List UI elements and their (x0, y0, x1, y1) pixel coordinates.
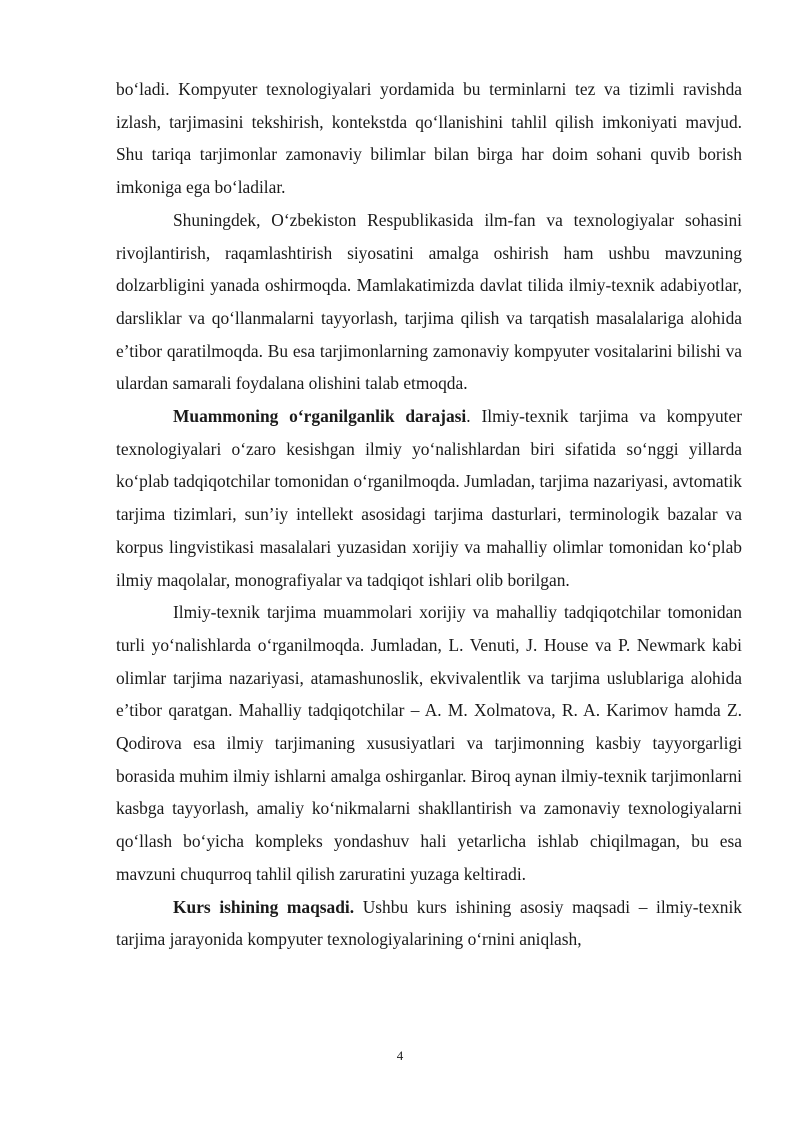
body-text (116, 73, 742, 956)
paragraph-text: . Ilmiy-texnik tarjima va kompyuter texnologiyalari o‘zaro kesishgan ilmiy yo‘nalishlardan biri sifatida so‘nggi yillarda ko‘plab tadqiqotchilar tomonidan o‘rganilmoqda. Jumladan, tarjima nazariyasi, avtomatik tarjima tizimlari, sun’iy intellekt asosidagi tarjima dasturlari, terminologik bazalar va korpus lingvistikasi masalalari yuzasidan xorijiy va mahalliy olimlar tomonidan ko‘plab ilmiy maqolalar, monografiyalar va tadqiqot ishlari olib borilgan. (116, 406, 742, 590)
paragraph-heading: Kurs ishining maqsadi. (173, 896, 355, 917)
paragraph-course-goal (116, 891, 742, 956)
paragraph-study-level (116, 400, 742, 596)
paragraph-text: Shuningdek, O‘zbekiston Respublikasida ilm-fan va texnologiyalar sohasini rivojlantirish, raqamlashtirish siyosatini amalga oshirish ham ushbu mavzuning dolzarbligini yanada oshirmoqda. Mamlakatimizda davlat tilida ilmiy-texnik adabiyotlar, darsliklar va qo‘llanmalarni tayyorlash, tarjima qilish va tarqatish masalalariga alohida e’tibor qaratilmoqda. Bu esa tarjimonlarning zamonaviy kompyuter vositalarini bilishi va ulardan samarali foydalana olishini talab etmoqda. (116, 209, 742, 394)
paragraph-text: Ushbu kurs ishining asosiy maqsadi – ilmiy-texnik tarjima jarayonida kompyuter texnologiyalarining o‘rnini aniqlash, (116, 896, 742, 950)
paragraph-text: bo‘ladi. Kompyuter texnologiyalari yordamida bu terminlarni tez va tizimli ravishda izlash, tarjimasini tekshirish, kontekstda qo‘llanishini tahlil qilish imkoniyati mavjud. Shu tariqa tarjimonlar zamonaviy bilimlar bilan birga har doim sohani quvib borish imkoniga ega bo‘ladilar. (116, 79, 742, 198)
paragraph-researchers (116, 596, 742, 890)
paragraph-relevance (116, 204, 742, 400)
page-number: 4 (396, 1048, 404, 1063)
paragraph-continuation (116, 73, 742, 204)
paragraph-heading: Muammoning o‘rganilganlik darajasi (173, 406, 467, 427)
paragraph-text: Ilmiy-texnik tarjima muammolari xorijiy va mahalliy tadqiqotchilar tomonidan turli yo‘nalishlarda o‘rganilmoqda. Jumladan, L. Venuti, J. House va P. Newmark kabi olimlar tarjima nazariyasi, atamashunoslik, ekvivalentlik va tarjima uslublariga alohida e’tibor qaratgan. Mahalliy tadqiqotchilar – A. M. Xolmatova, R. A. Karimov hamda Z. Qodirova esa ilmiy tarjimaning xususiyatlari va tarjimonning kasbiy tayyorgarligi borasida muhim ilmiy ishlarni amalga oshirganlar. Biroq aynan ilmiy-texnik tarjimonlarni kasbga tayyorlash, amaliy ko‘nikmalarni shakllantirish va zamonaviy texnologiyalarni qo‘llash bo‘yicha kompleks yondashuv hali yetarlicha ishlab chiqilmagan, bu esa mavzuni chuqurroq tahlil qilish zaruratini yuzaga keltiradi. (116, 602, 742, 884)
